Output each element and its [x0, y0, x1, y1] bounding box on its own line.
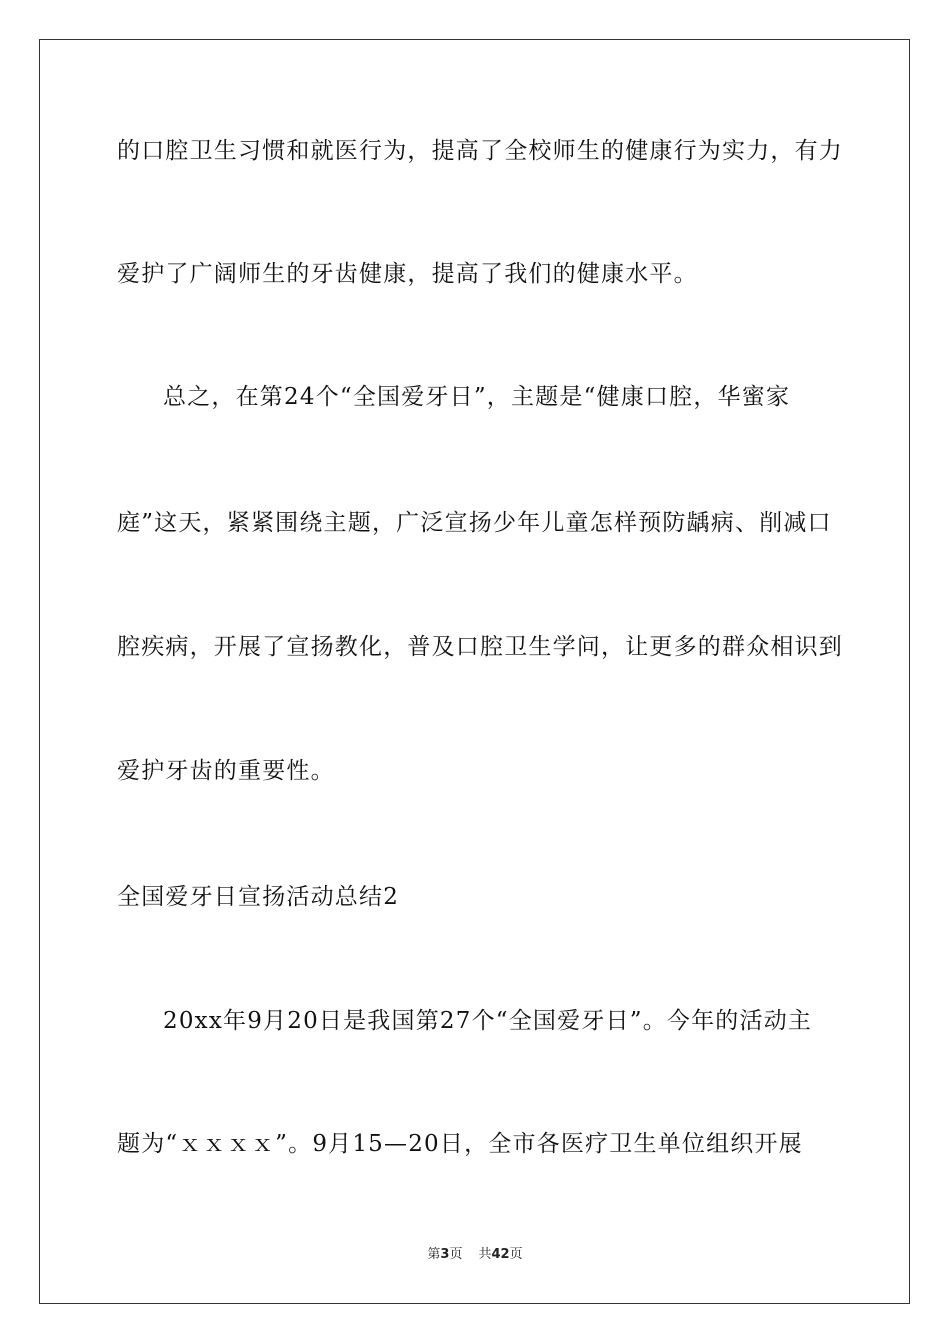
- paragraph-line-7: 20xx年9月20日是我国第27个“全国爱牙日”。今年的活动主: [163, 1008, 813, 1034]
- section-heading: 全国爱牙日宣扬活动总结2: [117, 884, 400, 910]
- paragraph-line-8: 题为“ｘｘｘｘ”。9月15—20日，全市各医疗卫生单位组织开展: [117, 1131, 803, 1157]
- footer-page-suffix: 页: [449, 1247, 463, 1262]
- footer-page-prefix: 第: [427, 1247, 441, 1262]
- paragraph-line-5: 腔疾病，开展了宣扬教化，普及口腔卫生学问，让更多的群众相识到: [117, 634, 843, 660]
- paragraph-line-4: 庭”这天，紧紧围绕主题，广泛宣扬少年儿童怎样预防龋病、削减口: [117, 510, 832, 536]
- footer-total-prefix: 共: [478, 1247, 492, 1262]
- paragraph-line-6: 爱护牙齿的重要性。: [117, 758, 335, 784]
- paragraph-line-2: 爱护了广阔师生的牙齿健康，提高了我们的健康水平。: [117, 261, 698, 287]
- page-border: [39, 39, 910, 1304]
- footer-page-current: 3: [440, 1247, 450, 1262]
- footer-page-total: 42: [491, 1247, 510, 1262]
- paragraph-line-1: 的口腔卫生习惯和就医行为，提高了全校师生的健康行为实力，有力: [117, 138, 843, 164]
- paragraph-line-3: 总之，在第24个“全国爱牙日”，主题是“健康口腔，华蜜家: [163, 384, 791, 410]
- page-footer: [0, 1247, 950, 1263]
- footer-total-suffix: 页: [509, 1247, 523, 1262]
